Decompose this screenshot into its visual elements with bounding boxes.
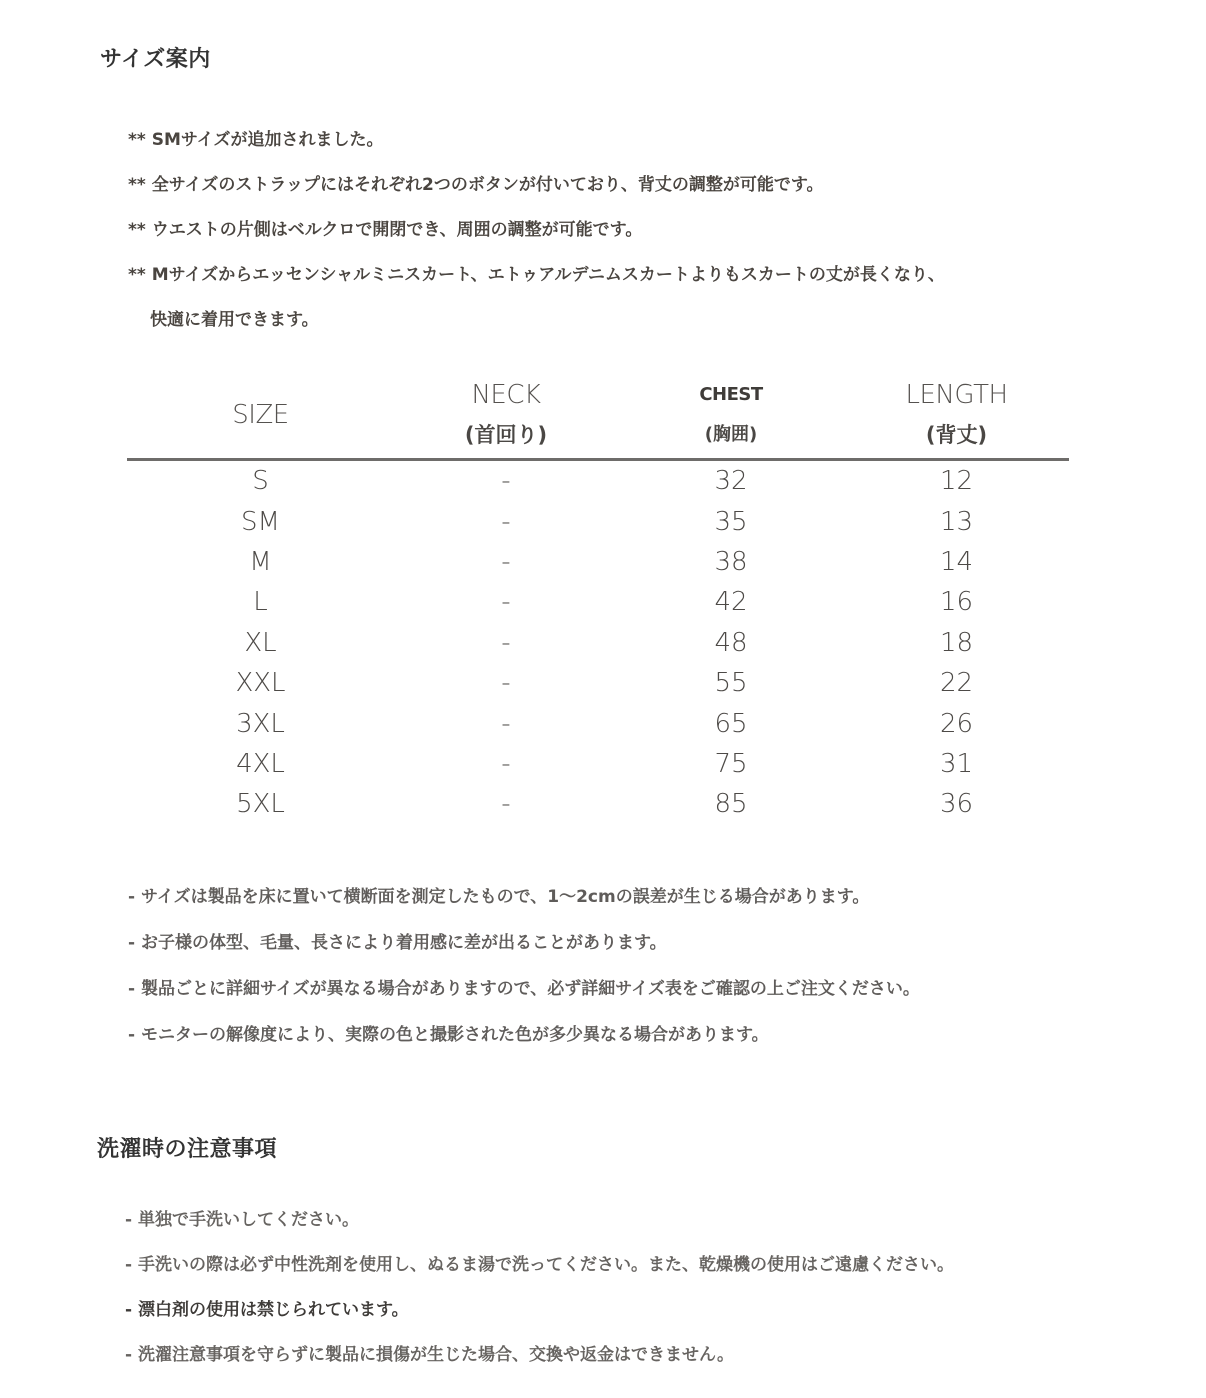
- cell-chest: 32: [714, 466, 748, 497]
- header-length: [844, 372, 1069, 460]
- cell-neck: -: [501, 789, 511, 820]
- header-size: [127, 372, 394, 460]
- size-table-row: [127, 744, 1069, 784]
- cell-length: 31: [939, 748, 974, 779]
- washing-title: 洗濯時の注意事項: [97, 1137, 278, 1162]
- cell-size: 3XL: [236, 708, 285, 739]
- header-neck-en: NECK: [471, 380, 541, 410]
- size-guide-title: サイズ案内: [100, 47, 211, 72]
- cell-chest: 85: [714, 789, 748, 820]
- size-table-body: [127, 460, 1069, 825]
- size-table-row: [127, 663, 1069, 703]
- header-chest-en: CHEST: [699, 384, 763, 405]
- cell-length: 18: [939, 627, 974, 658]
- header-size-label: SIZE: [232, 400, 289, 430]
- cell-size: XL: [244, 627, 277, 658]
- size-table: [127, 372, 1069, 825]
- size-table-row: [127, 542, 1069, 582]
- cell-length: 26: [939, 708, 974, 739]
- header-neck-jp: (首回り): [464, 423, 548, 447]
- cell-size: S: [252, 466, 269, 497]
- cell-neck: -: [501, 587, 511, 618]
- size-table-row: [127, 703, 1069, 743]
- cell-length: 13: [939, 506, 974, 537]
- washing-list: [125, 1204, 954, 1384]
- size-table-row: [127, 784, 1069, 824]
- size-remark: - 製品ごとに詳細サイズが異なる場合がありますので、必ず詳細サイズ表をご確認の上ご注文ください。: [128, 979, 920, 999]
- washing-item: - 漂白剤の使用は禁じられています。: [125, 1300, 409, 1320]
- washing-item: - 単独で手洗いしてください。: [125, 1210, 359, 1230]
- cell-length: 22: [939, 668, 974, 699]
- cell-length: 36: [939, 789, 974, 820]
- cell-neck: -: [501, 546, 511, 577]
- cell-length: 14: [939, 546, 974, 577]
- cell-length: 16: [939, 587, 974, 618]
- size-remark: - サイズは製品を床に置いて横断面を測定したもので、1～2cmの誤差が生じる場合があります。: [128, 887, 870, 907]
- size-table-row: [127, 582, 1069, 622]
- size-notes-list: [128, 124, 945, 344]
- size-remarks-list: [128, 880, 920, 1064]
- cell-neck: -: [501, 708, 511, 739]
- header-length-en: LENGTH: [905, 380, 1008, 410]
- header-neck: [394, 372, 618, 460]
- cell-size: L: [253, 587, 268, 618]
- cell-neck: -: [501, 466, 511, 497]
- size-table-row: [127, 460, 1069, 502]
- size-remark: - モニターの解像度により、実際の色と撮影された色が多少異なる場合があります。: [128, 1025, 769, 1045]
- cell-chest: 38: [714, 546, 748, 577]
- washing-item: - 洗濯注意事項を守らずに製品に損傷が生じた場合、交換や返金はできません。: [125, 1345, 734, 1365]
- cell-neck: -: [501, 627, 511, 658]
- header-chest: [618, 372, 844, 460]
- cell-chest: 65: [714, 708, 748, 739]
- cell-neck: -: [501, 668, 511, 699]
- size-note-continuation: 快適に着用できます。: [150, 310, 319, 330]
- header-chest-jp: (胸囲): [704, 424, 758, 445]
- size-table-row: [127, 501, 1069, 541]
- size-table-row: [127, 623, 1069, 663]
- size-remark: - お子様の体型、毛量、長さにより着用感に差が出ることがあります。: [128, 933, 667, 953]
- size-note: ** 全サイズのストラップにはそれぞれ2つのボタンが付いており、背丈の調整が可能です。: [128, 175, 824, 195]
- cell-chest: 55: [714, 668, 748, 699]
- cell-size: XXL: [235, 668, 286, 699]
- cell-chest: 48: [714, 627, 748, 658]
- size-note: ** Mサイズからエッセンシャルミニスカート、エトゥアルデニムスカートよりもスカートの丈が長くなり、: [128, 265, 945, 285]
- cell-size: 5XL: [236, 789, 285, 820]
- size-note: ** SMサイズが追加されました。: [128, 130, 384, 150]
- header-length-jp: (背丈): [925, 423, 988, 447]
- washing-item: - 手洗いの際は必ず中性洗剤を使用し、ぬるま湯で洗ってください。また、乾燥機の使用はご遠慮ください。: [125, 1255, 954, 1275]
- cell-size: M: [249, 546, 272, 577]
- cell-chest: 75: [714, 748, 748, 779]
- cell-neck: -: [501, 506, 511, 537]
- cell-size: SM: [241, 506, 280, 537]
- size-note: ** ウエストの片側はベルクロで開閉でき、周囲の調整が可能です。: [128, 220, 643, 240]
- cell-chest: 35: [714, 506, 748, 537]
- size-table-header-row: [127, 372, 1069, 460]
- cell-size: 4XL: [236, 748, 285, 779]
- cell-length: 12: [939, 466, 974, 497]
- cell-chest: 42: [714, 587, 748, 618]
- cell-neck: -: [501, 748, 511, 779]
